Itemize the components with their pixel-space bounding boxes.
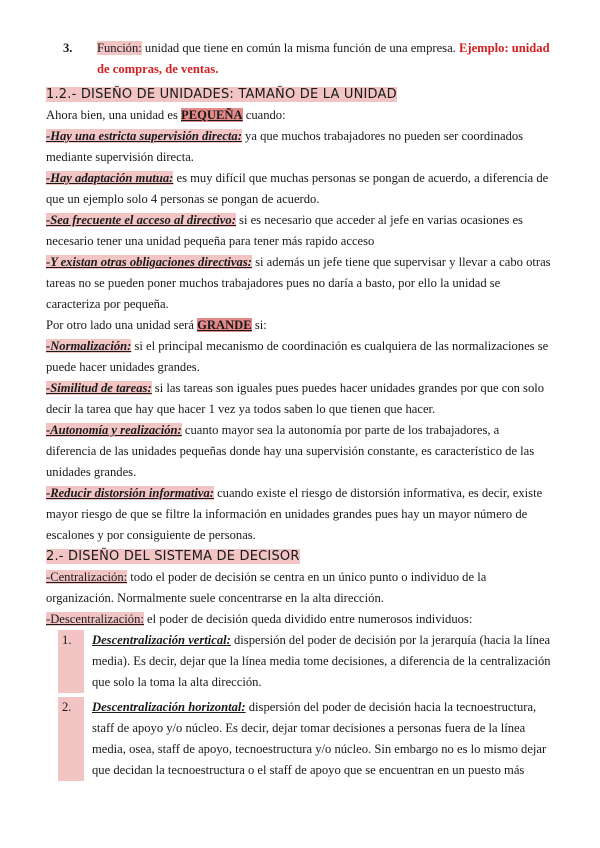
intro-small [46,105,552,126]
criterion-large-4 [46,483,552,546]
intro-large-text: Por otro lado una unidad será [46,318,198,332]
subitem-vertical [58,630,552,693]
intro-large [46,315,552,336]
subitem-term: Descentralización vertical: [92,633,231,647]
intro-large-after: si: [251,318,267,332]
criterion-text: si además un jefe tiene que supervisar y llevar a cabo otras tareas no se pueden poner muchos trabajadores pues no daría a basto, por ello la unidad se caracteriza por pequeña. [46,255,551,311]
subitem-number: 1. [58,630,84,693]
criterion-text: cuando existe el riesgo de distorsión informativa, es decir, existe mayor riesgo de que se filtre la información en unidades grandes pues hay un mayor número de escalones y por consiguiente de personas. [46,486,543,542]
criterion-text: ya que muchos trabajadores no pueden ser coordinados mediante supervisión directa. [46,129,524,164]
criterion-term: -Autonomía y realización: [46,423,182,437]
intro-small-text: Ahora bien, una unidad es [46,108,181,122]
section-heading-1 [46,84,552,105]
subitem-body [84,630,552,693]
subitem-number: 2. [58,697,84,781]
criterion-small-4 [46,252,552,315]
item-body [95,38,552,80]
criterion-small-3 [46,210,552,252]
centralizacion-text: todo el poder de decisión se centra en un único punto o individuo de la organización. Normalmente suele concentrarse en la alta dirección. [46,570,487,605]
criterion-large-1 [46,336,552,378]
keyword-pequena: PEQUEÑA [181,108,243,122]
subitem-body [84,697,552,781]
subitem-horizontal [58,697,552,781]
subitem-text: dispersión del poder de decisión por la jerarquía (hacia la línea media). Es decir, dejar que la línea media tome decisiones, a diferencia de la centralización que solo la toma la alta dirección. [92,633,551,689]
criterion-small-2 [46,168,552,210]
intro-small-after: cuando: [242,108,286,122]
heading-tamano-unidad: 1.2.- DISEÑO DE UNIDADES: TAMAÑO DE LA UNIDAD [46,87,397,102]
subitem-text: dispersión del poder de decisión hacia la tecnoestructura, staff de apoyo y/o núcleo. Es decir, dejar tomar decisiones a personas fuera de la línea media, osea, staff de apoyo, tecnoestructura y/o núcleo. Sin embargo no es lo mismo dejar que decidan la tecnoestructura o el staff de apoyo que se encuentran en un puesto más [92,700,547,777]
criterion-term: -Hay una estricta supervisión directa: [46,129,242,143]
centralizacion-term: -Centralización: [46,570,128,584]
descentralizacion [46,609,552,630]
criterion-term: -Hay adaptación mutua: [46,171,174,185]
heading-sistema-decisor: 2.- DISEÑO DEL SISTEMA DE DECISOR [46,549,300,564]
criterion-text: si es necesario que acceder al jefe en varias ocasiones es necesario tener una unidad pequeña para tener más rapido acceso [46,213,523,248]
criterion-term: -Reducir distorsión informativa: [46,486,214,500]
numbered-item-funcion [46,38,552,80]
section-heading-2 [46,546,552,567]
keyword-grande: GRANDE [197,318,252,332]
criterion-term: -Y existan otras obligaciones directivas: [46,255,252,269]
funcion-label: Función: [97,41,142,55]
criterion-term: -Normalización: [46,339,132,353]
criterion-text: si el principal mecanismo de coordinación es cualquiera de las normalizaciones se puede hacer unidades grandes. [46,339,549,374]
centralizacion [46,567,552,609]
descentralizacion-term: -Descentralización: [46,612,144,626]
criterion-term: -Similitud de tareas: [46,381,152,395]
criterion-text: cuanto mayor sea la autonomía por parte de los trabajadores, a diferencia de las unidades pequeñas donde hay una supervisión constante, es característico de las unidades grandes. [46,423,535,479]
criterion-term: -Sea frecuente el acceso al directivo: [46,213,236,227]
criterion-large-3 [46,420,552,483]
item-number: 3. [63,41,73,55]
subitem-term: Descentralización horizontal: [92,700,246,714]
descentralizacion-text: el poder de decisión queda dividido entre numerosos individuos: [143,612,473,626]
criterion-text: es muy difícil que muchas personas se pongan de acuerdo, a diferencia de que un ejemplo solo 4 personas se pongan de acuerdo. [46,171,549,206]
criterion-small-1 [46,126,552,168]
criterion-large-2 [46,378,552,420]
criterion-text: si las tareas son iguales pues puedes hacer unidades grandes por que con solo decir la tarea que hay que hacer 1 vez ya todos saben lo que tienen que hacer. [46,381,545,416]
funcion-example: Ejemplo: unidad de compras, de ventas. [97,41,550,76]
funcion-text: unidad que tiene en común la misma función de una empresa. [141,41,459,55]
